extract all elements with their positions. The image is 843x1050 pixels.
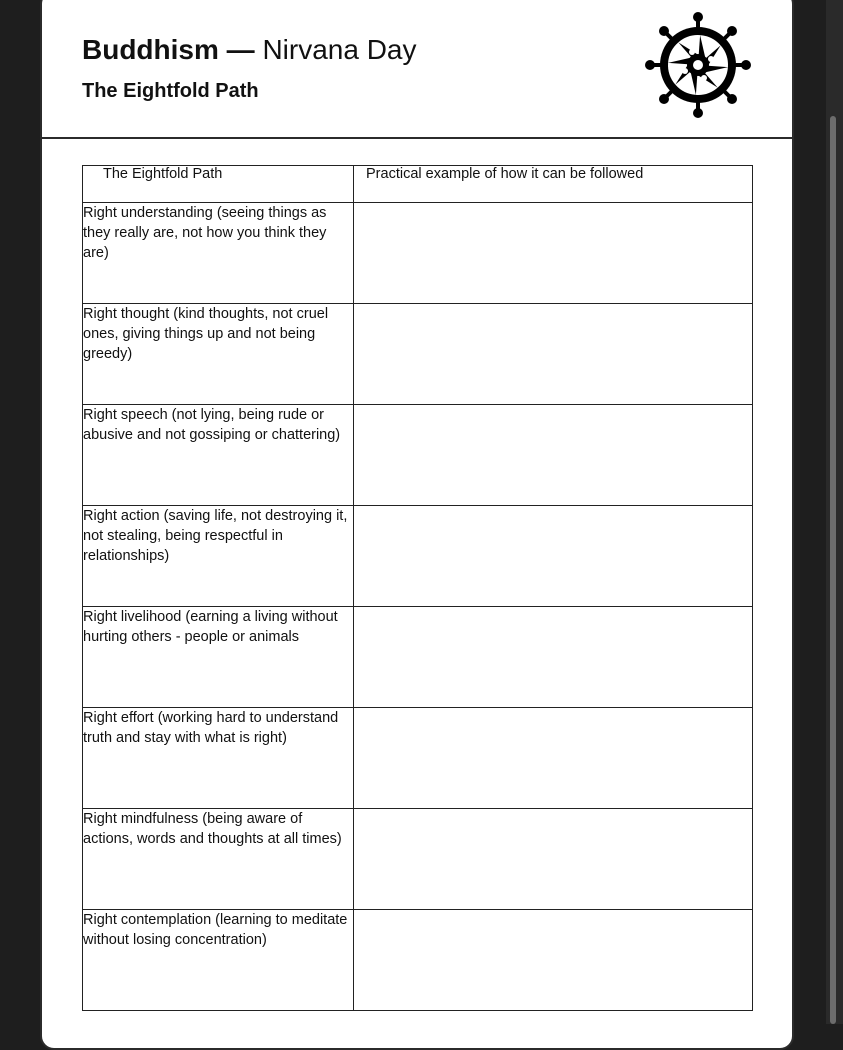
dharma-wheel-icon — [645, 12, 751, 118]
example-answer-cell[interactable] — [354, 506, 753, 607]
example-answer-cell[interactable] — [354, 405, 753, 506]
table-row — [83, 203, 753, 304]
example-answer-cell[interactable] — [354, 607, 753, 708]
path-cell: Right thought (kind thoughts, not cruel ones, giving things up and not being greedy) — [83, 304, 354, 405]
eightfold-path-table — [82, 165, 753, 1011]
path-cell: Right contemplation (learning to meditate without losing concentration) — [83, 910, 354, 1011]
table-row — [83, 708, 753, 809]
path-cell: Right mindfulness (being aware of actions, words and thoughts at all times) — [83, 809, 354, 910]
header-practical-example: Practical example of how it can be followed — [354, 166, 753, 203]
title-dash: — — [226, 34, 255, 65]
path-cell: Right speech (not lying, being rude or abusive and not gossiping or chattering) — [83, 405, 354, 506]
path-cell: Right understanding (seeing things as they really are, not how you think they are) — [83, 203, 354, 304]
page-subtitle: The Eightfold Path — [82, 80, 259, 102]
table-row — [83, 506, 753, 607]
table-row — [83, 607, 753, 708]
table-header-row — [83, 166, 753, 203]
header-eightfold-path: The Eightfold Path — [83, 166, 354, 203]
table-row — [83, 405, 753, 506]
example-answer-cell[interactable] — [354, 203, 753, 304]
path-cell: Right livelihood (earning a living without hurting others - people or animals — [83, 607, 354, 708]
path-cell: Right effort (working hard to understand truth and stay with what is right) — [83, 708, 354, 809]
scrollbar-thumb[interactable] — [830, 116, 836, 1024]
example-answer-cell[interactable] — [354, 708, 753, 809]
example-answer-cell[interactable] — [354, 304, 753, 405]
page-title — [82, 30, 417, 70]
table-row — [83, 809, 753, 910]
example-answer-cell[interactable] — [354, 809, 753, 910]
title-religion: Buddhism — [82, 34, 219, 65]
table-row — [83, 910, 753, 1011]
table-row — [83, 304, 753, 405]
path-cell: Right action (saving life, not destroying it, not stealing, being respectful in relationships) — [83, 506, 354, 607]
header-divider — [40, 137, 794, 139]
example-answer-cell[interactable] — [354, 910, 753, 1011]
title-festival: Nirvana Day — [262, 34, 417, 65]
